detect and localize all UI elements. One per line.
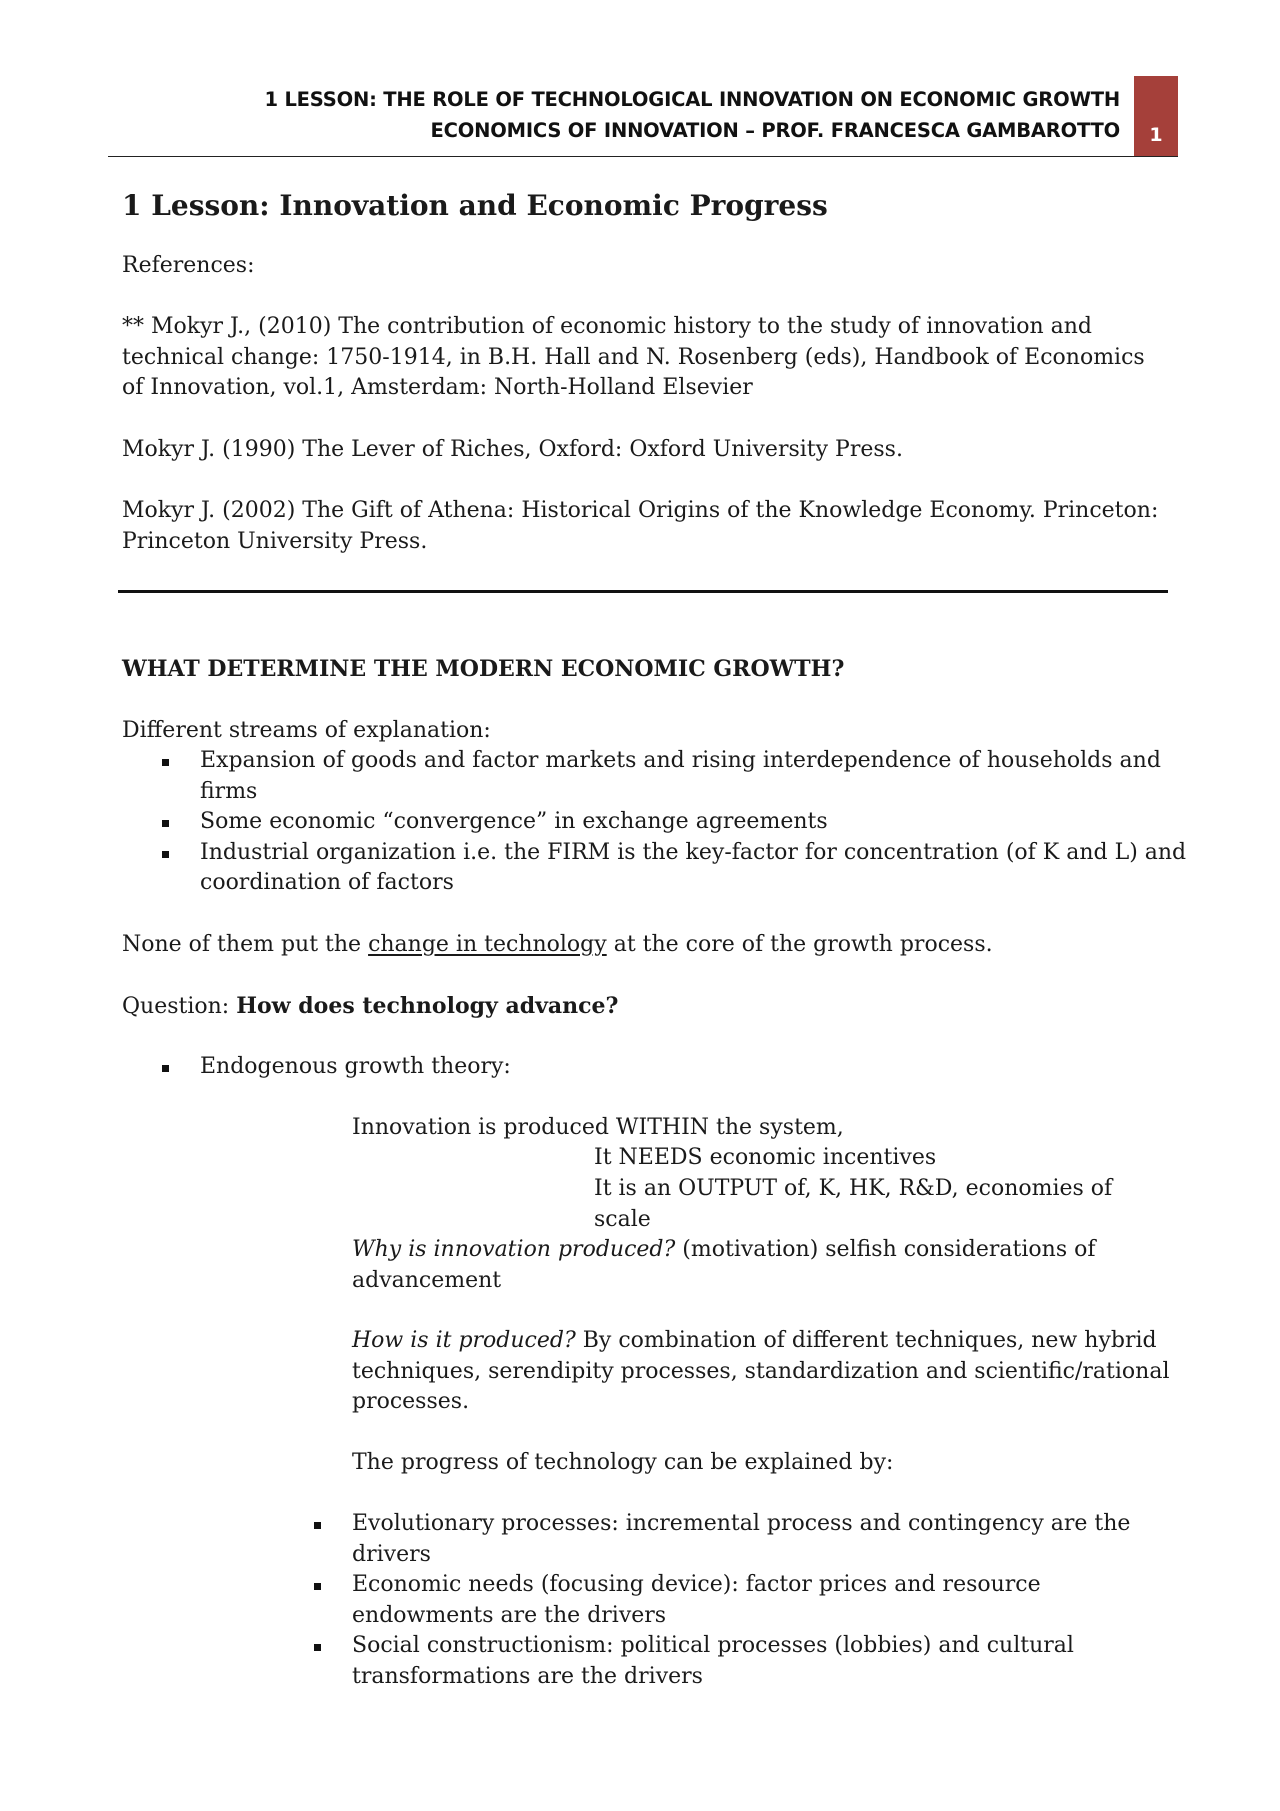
section-divider [118, 590, 1168, 593]
reference-item: Mokyr J. (2002) The Gift of Athena: Historical Origins of the Knowledge Economy. Princeton: Princeton University Press. [122, 498, 1159, 554]
bullet-icon [314, 1570, 321, 1601]
endogenous-text: Endogenous growth theory: [200, 1054, 511, 1079]
output-line: It is an OUTPUT of, K, HK, R&D, economies of scale [594, 1176, 1113, 1232]
bullet-icon [314, 1509, 321, 1540]
within-line: Innovation is produced WITHIN the system, [352, 1115, 844, 1140]
reference-item: ** Mokyr J., (2010) The contribution of economic history to the study of innovation and technical change: 1750-1914, in B.H. Hall and N. Rosenberg (eds), Handbook of Economics of Innovation, vol.1, Amsterdam: North-Holland Elsevier [122, 314, 1145, 400]
how-paragraph [352, 1326, 1172, 1418]
list-item [352, 1509, 1152, 1570]
streams-list [200, 746, 1200, 899]
list-item [200, 807, 1200, 838]
list-item [200, 1052, 511, 1083]
lesson-title: 1 Lesson: Innovation and Economic Progress [122, 189, 828, 222]
question [122, 991, 618, 1023]
underlined-phrase: change in technology [368, 932, 607, 957]
driver-text: Economic needs (focusing device): factor prices and resource endowments are the drivers [352, 1572, 1041, 1628]
none-post: at the core of the growth process. [606, 932, 993, 957]
bullet-icon [314, 1631, 321, 1662]
how-question: How is it produced? [352, 1328, 576, 1353]
driver-text: Evolutionary processes: incremental process and contingency are the drivers [352, 1511, 1131, 1567]
bullet-icon [162, 746, 169, 777]
header-line-1: 1 LESSON: THE ROLE OF TECHNOLOGICAL INNOVATION ON ECONOMIC GROWTH [264, 88, 1120, 111]
theory-list [200, 1052, 511, 1083]
none-statement [122, 930, 993, 961]
header-text [265, 84, 1121, 146]
reference-item: Mokyr J. (1990) The Lever of Riches, Oxford: Oxford University Press. [122, 437, 903, 462]
references-label: References: [122, 253, 255, 278]
needs-line: It NEEDS economic incentives [594, 1145, 937, 1170]
list-item [352, 1631, 1152, 1692]
header-line-2: ECONOMICS OF INNOVATION – PROF. FRANCESCA GAMBAROTTO [430, 119, 1120, 142]
bullet-icon [162, 838, 169, 869]
page-header [108, 76, 1178, 157]
list-item [200, 838, 1200, 899]
section-heading: WHAT DETERMINE THE MODERN ECONOMIC GROWTH? [122, 656, 845, 682]
stream-text: Expansion of goods and factor markets and rising interdependence of households and firms [200, 748, 1161, 804]
question-text: How does technology advance? [236, 993, 619, 1019]
why-answer: (motivation) selfish considerations of advancement [352, 1237, 1096, 1293]
how-answer: By combination of different techniques, new hybrid techniques, serendipity processes, standardization and scientific/rational processes. [352, 1328, 1170, 1414]
list-item [200, 746, 1200, 807]
question-label: Question: [122, 994, 237, 1019]
driver-text: Social constructionism: political processes (lobbies) and cultural transformations are the drivers [352, 1633, 1074, 1689]
none-pre: None of them put the [122, 932, 369, 957]
drivers-list [352, 1509, 1152, 1692]
streams-intro: Different streams of explanation: [122, 718, 491, 743]
bullet-icon [162, 807, 169, 838]
progress-line: The progress of technology can be explained by: [352, 1450, 894, 1475]
why-question: Why is innovation produced? [352, 1237, 676, 1262]
list-item [352, 1570, 1152, 1631]
stream-text: Some economic “convergence” in exchange agreements [200, 809, 828, 834]
bullet-icon [162, 1052, 169, 1083]
page-number-badge: 1 [1134, 76, 1178, 156]
stream-text: Industrial organization i.e. the FIRM is the key-factor for concentration (of K and L) and coordination of factors [200, 839, 1187, 895]
why-paragraph [352, 1235, 1162, 1296]
